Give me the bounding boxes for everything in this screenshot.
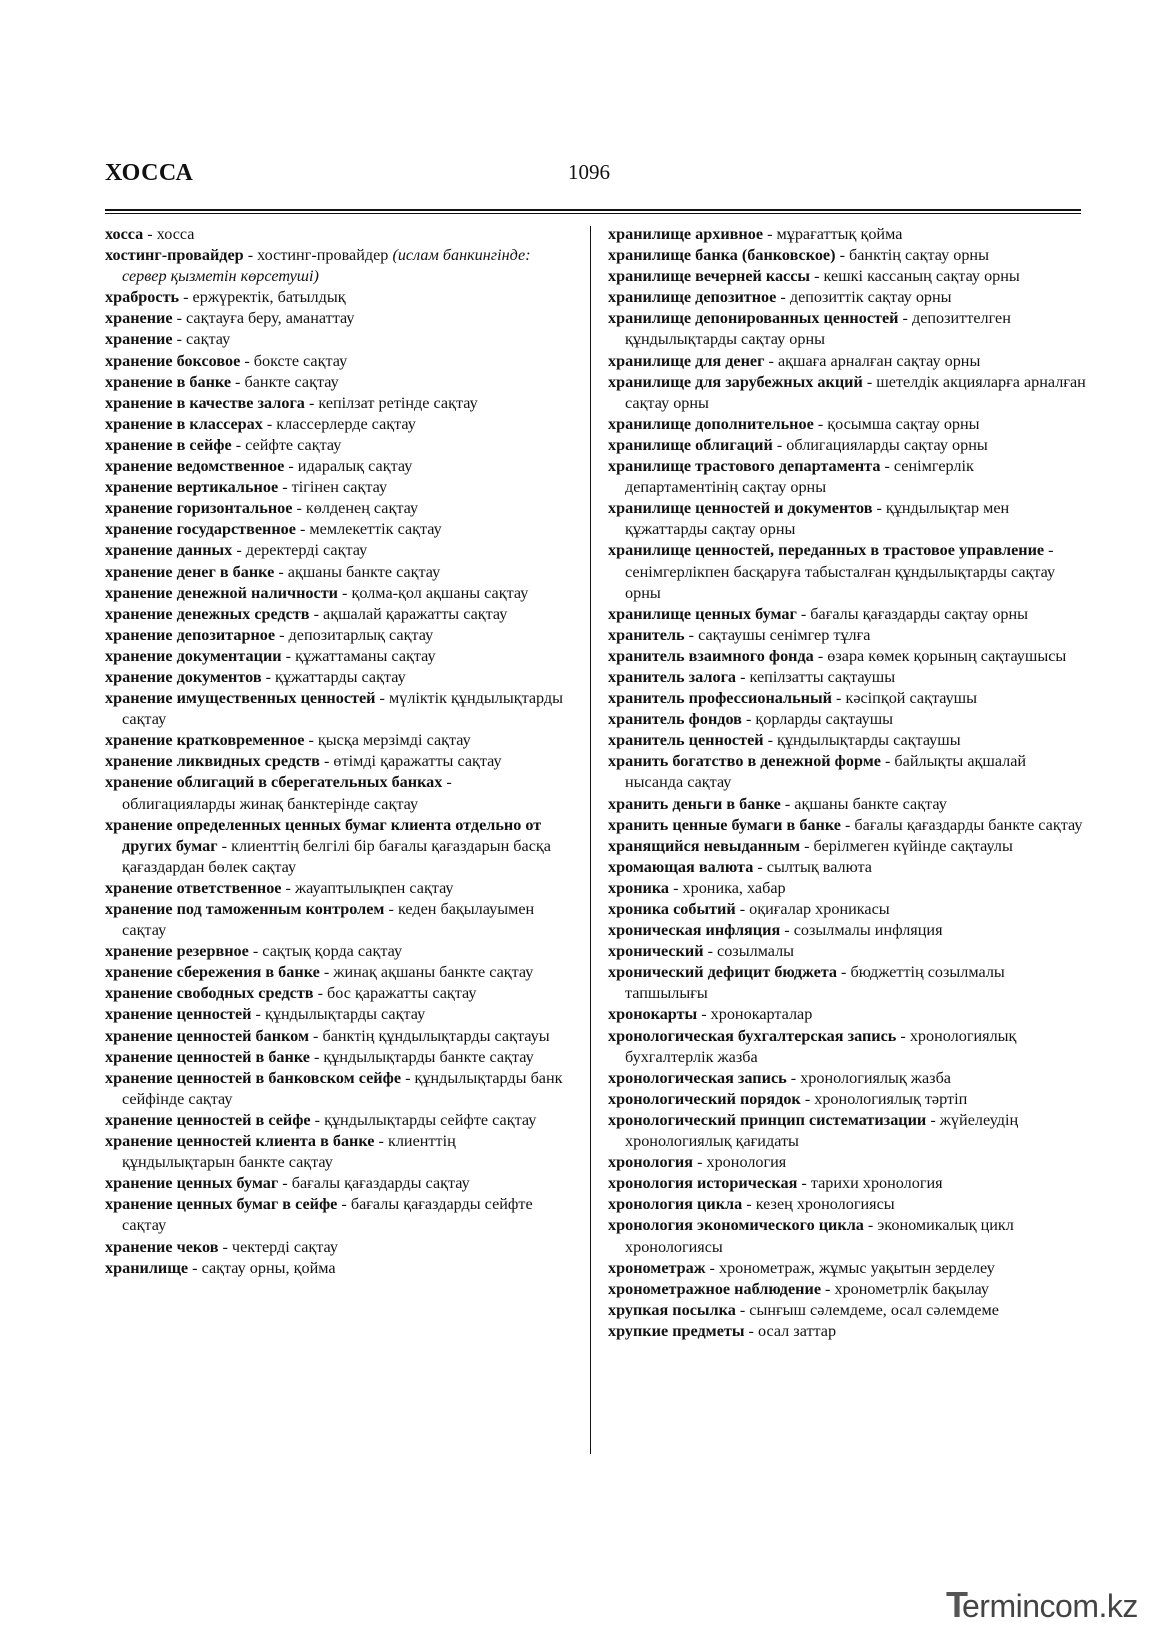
entry-definition: - кеден бақылауымен сақтау [122,900,535,940]
entry-definition: - облигацияларды сақтау орны [772,435,988,454]
watermark-letter: T [946,1584,968,1625]
entry-term: хранилище для зарубежных акций [608,372,863,391]
entry-term: хранилище вечерней кассы [608,267,811,286]
entry-definition: - хронологиялық тәртіп [800,1089,968,1108]
entry-term: хронический [608,942,704,961]
dictionary-entry [608,878,1088,899]
entry-term: хосса [105,225,144,243]
entry-term: хранение в банке [105,372,231,391]
entry-term: хранение ценных бумаг [105,1174,279,1193]
entry-term: хронологическая запись [608,1068,787,1087]
entry-term: хранение горизонтальное [105,499,293,518]
entry-definition: - бағалы қағаздарды сақтау [278,1174,470,1193]
entry-definition: - қосымша сақтау орны [813,414,980,433]
dictionary-entry [105,329,565,350]
entry-definition: - хроника, хабар [669,878,786,897]
entry-definition: - жинақ ақшаны банкте сақтау [319,963,534,982]
entry-term: хранитель ценностей [608,731,764,750]
entry-definition: - сақтық қорда сақтау [248,942,403,961]
entry-term: хранение ответственное [105,878,282,897]
dictionary-entry [105,393,565,414]
entry-term: хроническая инфляция [608,921,781,940]
entry-definition: - ақшаға арналған сақтау орны [764,351,981,370]
entry-definition: - хостинг-провайдер [243,246,393,265]
dictionary-entry [105,667,565,688]
dictionary-entry [105,772,565,814]
dictionary-entry [105,287,565,308]
entry-term: хранение [105,330,173,349]
entry-definition: - сақтау [172,330,231,349]
entry-term: хранение денежной наличности [105,583,338,602]
dictionary-entry [608,941,1088,962]
dictionary-entry [608,308,1088,350]
dictionary-entry [608,540,1088,603]
column-divider [590,226,591,1454]
dictionary-entry [105,1258,565,1279]
dictionary-entry [105,435,565,456]
entry-term: хронология экономического цикла [608,1216,864,1235]
dictionary-entry [608,435,1088,456]
entry-definition: - кепілзатты сақтаушы [736,667,896,686]
entry-term: хранение ликвидных средств [105,752,320,771]
entry-term: хранение документов [105,667,262,686]
entry-note: (ислам банкингінде: сервер қызметін көрсетуші) [122,246,531,286]
entry-term: хранение денег в банке [105,562,275,581]
dictionary-entry [608,1110,1088,1152]
entry-term: хранение данных [105,541,233,560]
dictionary-entry [105,899,565,941]
entry-term: хранение в сейфе [105,435,232,454]
dictionary-entry [105,245,565,287]
entry-definition: - ақшалай қаражатты сақтау [309,604,508,623]
entry-definition: - кепілзат ретінде сақтау [304,393,478,412]
entry-definition: - мүліктік құндылықтарды сақтау [122,689,564,729]
dictionary-entry [105,1026,565,1047]
entry-term: хранение ценностей [105,1005,252,1024]
entry-term: хранилище облигаций [608,435,773,454]
entry-definition: - банктің құндылықтарды сақтауы [308,1026,550,1045]
dictionary-entry [105,498,565,519]
terminkom-watermark-logo [946,1586,1146,1630]
dictionary-entry [105,562,565,583]
entry-definition: - тарихи хронология [797,1174,943,1193]
entry-term: хронология цикла [608,1195,743,1214]
dictionary-entry [105,646,565,667]
entry-definition: - қорларды сақтаушы [741,710,894,729]
entry-definition: - шетелдік акцияларға арналған сақтау орны [625,372,1086,412]
dictionary-entry [105,941,565,962]
entry-definition: - банкте сақтау [231,372,339,391]
entry-definition: - тігінен сақтау [278,478,388,497]
entry-term: хронология историческая [608,1174,798,1193]
dictionary-entry [608,1279,1088,1300]
page-header [105,160,1081,200]
entry-definition: - экономикалық цикл хронологиясы [625,1216,1014,1256]
dictionary-entry [608,351,1088,372]
entry-term: хранилище дополнительное [608,414,814,433]
dictionary-entry [608,1215,1088,1257]
dictionary-entry [105,604,565,625]
entry-definition: - сынғыш сәлемдеме, осал сәлемдеме [735,1300,999,1319]
entry-definition: - құндылықтарды банк сейфінде сақтау [122,1068,563,1108]
entry-term: хранить деньги в банке [608,794,781,813]
entry-term: хранилище для денег [608,351,765,370]
entry-term: хранение [105,309,173,328]
dictionary-entry [608,962,1088,1004]
entry-term: хромающая валюта [608,857,754,876]
entry-term: хранение ценностей в банке [105,1047,310,1066]
entry-definition: - хронометрлік бақылау [821,1279,989,1298]
entry-definition: - депозитарлық сақтау [275,625,434,644]
entry-definition: - хронологиялық бухгалтерлік жазба [625,1026,1017,1066]
entry-definition: - депозиттік сақтау орны [776,288,952,307]
entry-definition: - бағалы қағаздарды сейфте сақтау [122,1195,533,1235]
entry-definition: - кешкі кассаның сақтау орны [810,267,1020,286]
dictionary-entry [105,1194,565,1236]
entry-term: хранение в качестве залога [105,393,305,412]
entry-definition: - оқиғалар хроникасы [735,900,890,918]
entry-definition: - банктің сақтау орны [835,246,989,265]
entry-term: хранилище ценностей, переданных в трастовое управление [608,541,1045,560]
entry-definition: - кезең хронологиясы [742,1195,895,1214]
entry-term: хранилище депонированных ценностей [608,309,899,328]
dictionary-entry [608,751,1088,793]
dictionary-entry [105,1173,565,1194]
entry-term: хранение определенных ценных бумаг клиента отдельно от других бумаг [105,815,542,855]
entry-term: хранящийся невыданным [608,836,801,855]
entry-definition: - осал заттар [744,1321,837,1340]
page-number: 1096 [568,160,610,184]
entry-definition: - боксте сақтау [240,351,348,370]
entry-term: хроника [608,878,670,897]
entry-term: хронометражное наблюдение [608,1279,821,1298]
entry-definition: - хронометраж, жұмыс уақытын зерделеу [705,1258,995,1277]
dictionary-entry [608,1152,1088,1173]
dictionary-entry [105,1237,565,1258]
dictionary-entry [608,604,1088,625]
entry-term: хранение ценностей клиента в банке [105,1132,375,1151]
dictionary-entry [105,688,565,730]
dictionary-entry [105,351,565,372]
dictionary-entry [608,245,1088,266]
dictionary-entry [608,646,1088,667]
dictionary-entry [105,751,565,772]
entry-term: храбрость [105,288,180,307]
entry-definition: - құжаттарды сақтау [261,667,406,686]
watermark-text: ermincom.kz [962,1588,1138,1624]
entry-term: хранилище банка (банковское) [608,246,836,265]
entry-definition: - созылмалы [703,942,795,961]
dictionary-entry [608,1026,1088,1068]
entry-term: хранение ценностей в банковском сейфе [105,1068,402,1087]
entry-term: хранитель [608,625,685,644]
entry-term: хранилище [105,1258,189,1277]
dictionary-entry [608,1004,1088,1025]
entry-term: хранилище трастового департамента [608,457,881,476]
entry-term: хранилище ценных бумаг [608,604,797,623]
running-head: ХОССА [105,160,194,186]
entry-term: хроника событий [608,900,736,918]
dictionary-entry [608,667,1088,688]
entry-term: хранение депозитарное [105,625,276,644]
entry-term: хранение в классерах [105,414,263,433]
entry-definition: - сылтық валюта [753,857,872,876]
entry-definition: - ержүректік, батылдық [179,288,346,307]
dictionary-entry [608,1068,1088,1089]
entry-definition: - сақтауға беру, аманаттау [172,309,355,328]
entry-definition: - классерлерде сақтау [262,414,416,433]
entry-definition: - берілмеген күйінде сақтаулы [800,836,1013,855]
dictionary-entry [608,1258,1088,1279]
entry-definition: - созылмалы инфляция [780,921,943,940]
entry-term: хранение кратковременное [105,731,305,750]
dictionary-entry [608,899,1088,920]
dictionary-entry [608,1194,1088,1215]
entry-definition: - бюджеттің созылмалы тапшылығы [625,963,1005,1003]
entry-definition: - хосса [143,225,195,243]
entry-definition: - қолма-қол ақшаны сақтау [338,583,529,602]
dictionary-entry [608,498,1088,540]
entry-definition: - мемлекеттік сақтау [295,520,442,539]
entry-term: хранилище архивное [608,225,764,243]
entry-term: хранение боксовое [105,351,241,370]
entry-definition: - сақтаушы сенімгер тұлға [684,625,871,644]
entry-definition: - байлықты ақшалай нысанда сақтау [625,752,1027,792]
dictionary-entry [608,709,1088,730]
entry-term: хранилище ценностей и документов [608,499,873,518]
entry-definition: - клиенттің белгілі бір бағалы қағаздарын басқа қағаздардан бөлек сақтау [122,836,551,876]
entry-definition: - кәсіпқой сақтаушы [831,689,978,708]
entry-definition: - өзара көмек қорының сақтаушысы [813,646,1067,665]
dictionary-entry [608,1173,1088,1194]
entry-definition: - хронологиялық жазба [786,1068,951,1087]
dictionary-entry [105,815,565,878]
entry-definition: - клиенттің құндылықтарын банкте сақтау [122,1132,456,1172]
entry-term: хронический дефицит бюджета [608,963,837,982]
entry-definition: - құндылықтарды банкте сақтау [309,1047,534,1066]
entry-term: хранение чеков [105,1237,219,1256]
left-column [105,224,565,1279]
entry-term: хостинг-провайдер [105,246,244,265]
entry-term: хранение под таможенным контролем [105,900,385,918]
dictionary-entry [105,1004,565,1025]
entry-term: хранение резервное [105,942,249,961]
dictionary-entry [105,583,565,604]
entry-term: хранилище депозитное [608,288,777,307]
entry-definition: - бағалы қағаздарды сақтау орны [796,604,1029,623]
entry-term: хранить ценные бумаги в банке [608,815,841,834]
dictionary-entry [105,625,565,646]
entry-term: хронометраж [608,1258,706,1277]
dictionary-entry [608,625,1088,646]
entry-definition: - құндылықтарды сақтаушы [763,731,961,750]
entry-term: хранитель залога [608,667,737,686]
dictionary-entry [608,372,1088,414]
entry-definition: - хронология [693,1153,787,1172]
dictionary-entry [608,794,1088,815]
entry-definition: - бос қаражатты сақтау [313,984,477,1003]
entry-term: хранение ведомственное [105,457,285,476]
entry-term: хранение ценностей банком [105,1026,309,1045]
entry-definition: - қысқа мерзімді сақтау [304,731,471,750]
entry-definition: - облигацияларды жинақ банктерінде сақтау [122,773,452,813]
dictionary-entry [105,878,565,899]
entry-term: хронологический порядок [608,1089,801,1108]
dictionary-entry [105,983,565,1004]
entry-term: хранение государственное [105,520,296,539]
entry-term: хранение ценностей в сейфе [105,1110,311,1129]
entry-definition: - құндылықтарды сақтау [251,1005,426,1024]
dictionary-entry [105,372,565,393]
dictionary-entry [608,920,1088,941]
entry-definition: - идаралық сақтау [284,457,413,476]
dictionary-entry [608,1300,1088,1321]
entry-definition: - құндылықтар мен құжаттарды сақтау орны [625,499,1010,539]
entry-term: хронокарты [608,1005,698,1024]
dictionary-entry [105,224,565,245]
entry-definition: - жүйелеудің хронологиялық қағидаты [625,1110,1019,1151]
dictionary-entry [105,1131,565,1173]
entry-definition: - сенімгерлік департаментінің сақтау орны [625,457,974,497]
dictionary-entry [105,308,565,329]
entry-definition: - мұрағаттық қойма [763,225,903,243]
dictionary-entry [105,414,565,435]
dictionary-entry [608,815,1088,836]
dictionary-entry [105,477,565,498]
entry-term: хронологическая бухгалтерская запись [608,1026,897,1045]
entry-term: хронология [608,1153,694,1172]
entry-term: хранение вертикальное [105,478,279,497]
entry-term: хрупкая посылка [608,1300,736,1319]
entry-definition: - деректерді сақтау [232,541,368,560]
entry-term: хранение ценных бумаг в сейфе [105,1195,338,1214]
dictionary-entry [608,414,1088,435]
dictionary-entry [105,456,565,477]
entry-definition: - чектерді сақтау [218,1237,338,1256]
entry-definition: - көлденең сақтау [292,499,419,518]
dictionary-entry [608,224,1088,245]
entry-term: хранить богатство в денежной форме [608,752,881,771]
dictionary-entry [608,688,1088,709]
entry-term: хранение свободных средств [105,984,314,1003]
right-column [608,224,1088,1342]
entry-term: хранение облигаций в сберегательных банках [105,773,443,792]
entry-term: хранение сбережения в банке [105,963,320,982]
entry-definition: - хронокарталар [697,1005,813,1024]
entry-term: хранение денежных средств [105,604,310,623]
dictionary-entry [105,519,565,540]
entry-term: хранитель взаимного фонда [608,646,814,665]
entry-term: хранитель профессиональный [608,689,832,708]
dictionary-entry [608,857,1088,878]
header-rule [105,209,1081,214]
entry-term: хрупкие предметы [608,1321,745,1340]
entry-term: хранитель фондов [608,710,742,729]
dictionary-entry [608,836,1088,857]
entry-definition: - құндылықтарды сейфте сақтау [310,1110,537,1129]
dictionary-entry [105,1047,565,1068]
entry-term: хранение документации [105,646,282,665]
entry-term: хранение имущественных ценностей [105,689,376,708]
dictionary-entry [105,1110,565,1131]
dictionary-entry [105,730,565,751]
dictionary-entry [608,730,1088,751]
entry-definition: - жауаптылықпен сақтау [281,878,454,897]
dictionary-entry [608,287,1088,308]
entry-definition: - ақшаны банкте сақтау [274,562,441,581]
dictionary-entry [105,1068,565,1110]
dictionary-entry [608,266,1088,287]
entry-definition: - сенімгерлікпен басқаруға табысталған құндылықтарды сақтау орны [625,541,1056,602]
entry-definition: - бағалы қағаздарды банкте сақтау [840,815,1083,834]
entry-definition: - сейфте сақтау [231,435,342,454]
entry-term: хронологический принцип систематизации [608,1110,927,1129]
entry-definition: - ақшаны банкте сақтау [780,794,947,813]
dictionary-entry [105,962,565,983]
entry-definition: - құжаттаманы сақтау [281,646,436,665]
dictionary-entry [105,540,565,561]
entry-definition: - өтімді қаражатты сақтау [319,752,502,771]
dictionary-entry [608,1321,1088,1342]
entry-definition: - сақтау орны, қойма [188,1258,336,1277]
dictionary-entry [608,456,1088,498]
entry-definition: - депозиттелген құндылықтарды сақтау орны [625,309,1011,349]
dictionary-entry [608,1089,1088,1110]
